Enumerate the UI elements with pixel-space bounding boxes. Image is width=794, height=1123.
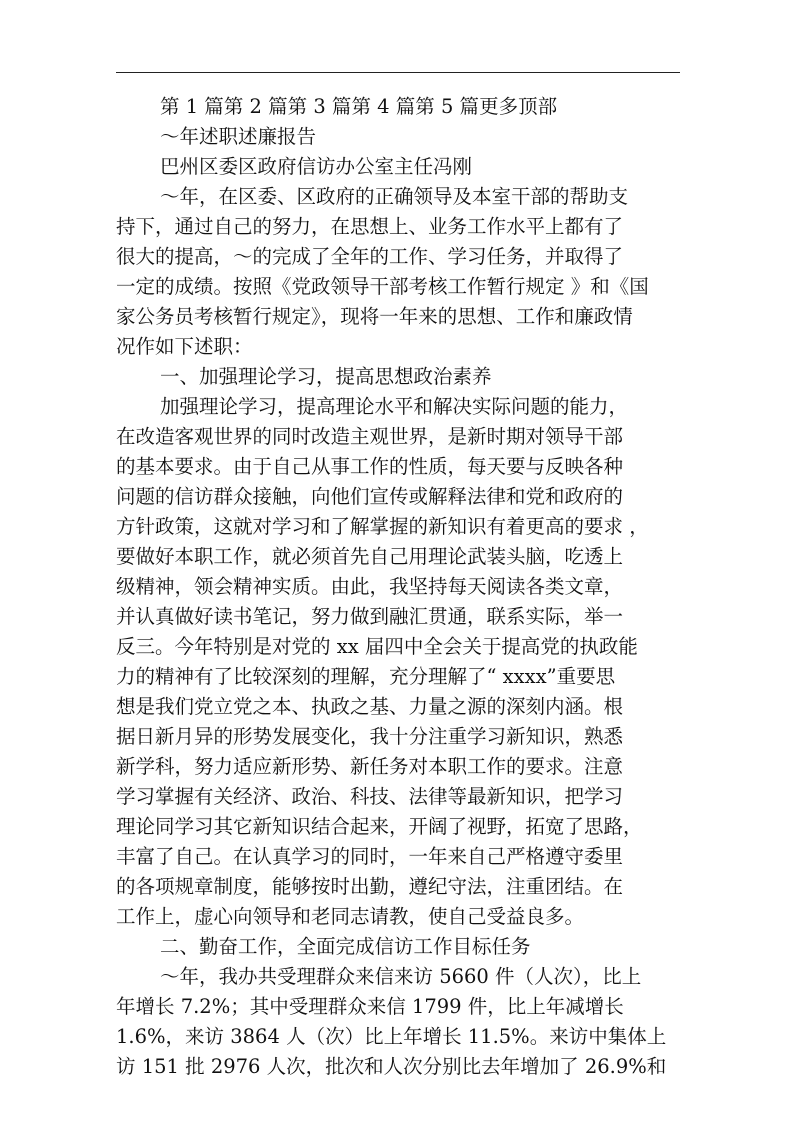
page-navigation [116,92,682,122]
text-line: 并认真做好读书笔记，努力做到融汇贯通，联系实际，举一 [116,605,624,628]
nav-link-top[interactable]: 顶部 [518,95,558,118]
nav-link-part-3[interactable]: 第 3 篇 [287,95,352,118]
nav-link-part-4[interactable]: 第 4 篇 [351,95,416,118]
nav-link-part-2[interactable]: 第 2 篇 [223,95,288,118]
text-line: 问题的信访群众接触，向他们宣传或解释法律和党和政府的 [116,485,624,508]
nav-link-part-1[interactable]: 第 1 篇 [160,95,224,118]
document-body [116,92,682,1082]
text-line: 1.6%，来访 3864 人（次）比上年增长 11.5%。来访中集体上 [116,1025,667,1048]
text-line: 新学科，努力适应新形势、新任务对本职工作的要求。注意 [116,755,624,778]
text-line: ～年，在区委、区政府的正确领导及本室干部的帮助支 [160,185,629,208]
body-text [116,182,682,1082]
text-line: 的各项规章制度，能够按时出勤，遵纪守法，注重团结。在 [116,875,624,898]
text-line: 方针政策，这就对学习和了解掌握的新知识有着更高的要求 ， [116,515,649,538]
nav-link-part-5[interactable]: 第 5 篇 [415,95,480,118]
text-line: 二、勤奋工作，全面完成信访工作目标任务 [160,935,531,958]
text-line: 持下，通过自己的努力，在思想上、业务工作水平上都有了 [116,215,624,238]
text-line: 级精神，领会精神实质。由此，我坚持每天阅读各类文章， [116,575,624,598]
document-author: 巴州区委区政府信访办公室主任冯刚 [160,155,473,178]
text-line: ～年，我办共受理群众来信来访 5660 件（人次），比上 [160,965,642,988]
text-line: 理论同学习其它新知识结合起来，开阔了视野，拓宽了思路， [116,815,643,838]
text-line: 学习掌握有关经济、政治、科技、法律等最新知识，把学习 [116,785,624,808]
text-line: 反三。今年特别是对党的 xx 届四中全会关于提高党的执政能 [116,635,638,658]
text-line: 一、加强理论学习，提高思想政治素养 [160,365,492,388]
document-title: ～年述职述廉报告 [160,125,317,148]
text-line: 据日新月异的形势发展变化，我十分注重学习新知识，熟悉 [116,725,624,748]
text-line: 要做好本职工作，就必须首先自己用理论武装头脑，吃透上 [116,545,624,568]
text-line: 一定的成绩。按照《党政领导干部考核工作暂行规定 》和《国 [116,275,649,298]
text-line: 丰富了自己。在认真学习的同时，一年来自己严格遵守委里 [116,845,624,868]
text-line: 很大的提高，～的完成了全年的工作、学习任务，并取得了 [116,245,624,268]
header-rule [116,72,680,73]
text-line: 况作如下述职： [116,335,253,358]
text-line: 访 151 批 2976 人次，批次和人次分别比去年增加了 26.9%和 [116,1055,667,1078]
text-line: 在改造客观世界的同时改造主观世界，是新时期对领导干部 [116,425,624,448]
text-line: 的基本要求。由于自己从事工作的性质，每天要与反映各种 [116,455,624,478]
text-line: 工作上，虚心向领导和老同志请教，使自己受益良多。 [116,905,585,928]
text-line: 力的精神有了比较深刻的理解，充分理解了“ xxxx”重要思 [116,665,616,688]
text-line: 年增长 7.2%；其中受理群众来信 1799 件，比上年减增长 [116,995,624,1018]
nav-link-more[interactable]: 更多 [479,95,519,118]
text-line: 想是我们党立党之本、执政之基、力量之源的深刻内涵。根 [116,695,624,718]
text-line: 家公务员考核暂行规定》，现将一年来的思想、工作和廉政情 [116,305,633,328]
text-line: 加强理论学习，提高理论水平和解决实际问题的能力， [160,395,629,418]
